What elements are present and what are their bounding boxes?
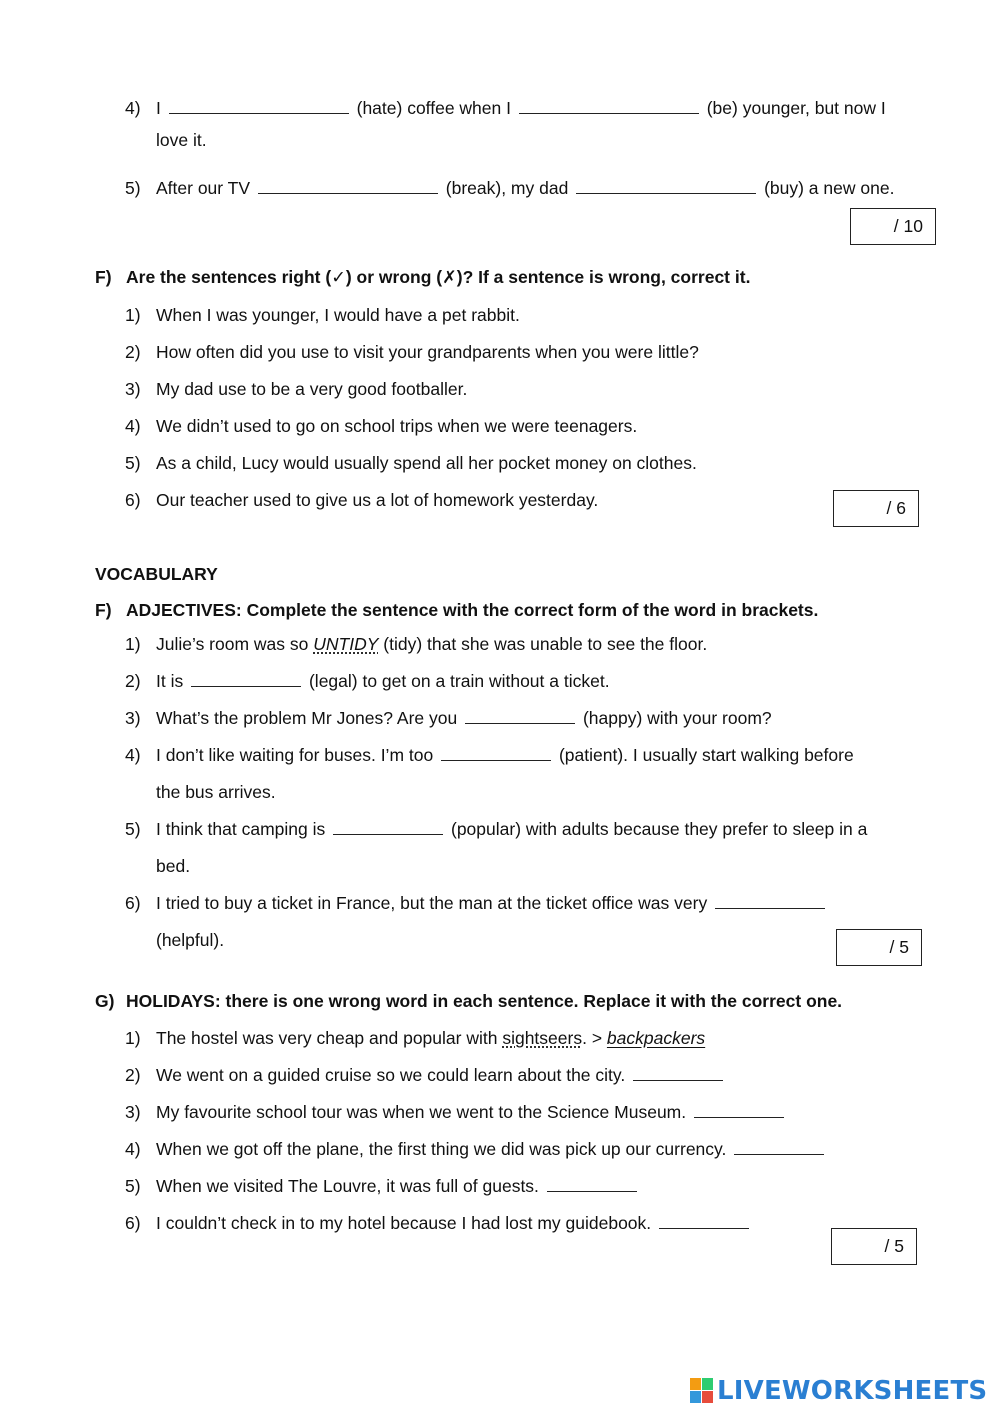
section-letter: G): [95, 991, 115, 1011]
answer-blank[interactable]: [547, 1176, 637, 1192]
sentence-continuation: love it.: [156, 130, 207, 150]
exercise-sentence: Julie’s room was so UNTIDY (tidy) that she was unable to see the floor.: [156, 634, 708, 654]
section-letter: F): [95, 267, 112, 287]
answer-blank[interactable]: [465, 708, 575, 724]
exercise-sentence: I think that camping is (popular) with adults because they prefer to sleep in a: [156, 819, 868, 839]
exercise-sentence: I couldn’t check in to my hotel because I had lost my guidebook.: [156, 1212, 752, 1234]
sentence-continuation: the bus arrives.: [156, 782, 276, 802]
item-number: 2): [125, 671, 141, 691]
answer-blank[interactable]: [191, 671, 301, 687]
answer-blank[interactable]: [659, 1213, 749, 1229]
sentence-continuation: bed.: [156, 856, 191, 876]
item-number: 1): [125, 1028, 141, 1048]
item-number: 6): [125, 490, 141, 510]
sentence-continuation: (helpful).: [156, 930, 225, 950]
item-number: 5): [125, 1176, 141, 1196]
item-number: 5): [125, 453, 141, 473]
section-letter: F): [95, 600, 112, 620]
item-number: 1): [125, 305, 141, 325]
exercise-sentence: After our TV (break), my dad (buy) a new one.: [156, 178, 895, 198]
exercise-sentence: What’s the problem Mr Jones? Are you (happy) with your room?: [156, 708, 772, 728]
liveworksheets-logo[interactable]: [690, 1374, 987, 1408]
exercise-sentence: We didn’t used to go on school trips when we were teenagers.: [156, 416, 638, 436]
item-number: 2): [125, 1065, 141, 1085]
vocabulary-heading: VOCABULARY: [95, 564, 218, 584]
answer-blank[interactable]: [519, 98, 699, 114]
item-number: 4): [125, 1139, 141, 1159]
exercise-sentence: The hostel was very cheap and popular with sightseers. > backpackers: [156, 1028, 706, 1048]
exercise-sentence: As a child, Lucy would usually spend all her pocket money on clothes.: [156, 453, 697, 473]
exercise-sentence: When we got off the plane, the first thing we did was pick up our currency.: [156, 1138, 827, 1160]
answer-blank[interactable]: [576, 178, 756, 194]
section-instruction: ADJECTIVES: Complete the sentence with the correct form of the word in brackets.: [126, 600, 819, 620]
item-number: 2): [125, 342, 141, 362]
section-instruction: HOLIDAYS: there is one wrong word in each sentence. Replace it with the correct one.: [126, 991, 843, 1011]
section-instruction: Are the sentences right (✓) or wrong (✗)? If a sentence is wrong, correct it.: [126, 267, 751, 287]
answer-blank[interactable]: [715, 893, 825, 909]
exercise-sentence: We went on a guided cruise so we could learn about the city.: [156, 1064, 726, 1086]
item-number: 5): [125, 819, 141, 839]
item-number: 3): [125, 1102, 141, 1122]
example-answer: backpackers: [606, 1028, 706, 1048]
logo-text: LIVEWORKSHEETS: [717, 1376, 988, 1406]
score-box: / 10: [850, 208, 936, 245]
exercise-sentence: When we visited The Louvre, it was full of guests.: [156, 1175, 640, 1197]
answer-blank[interactable]: [633, 1065, 723, 1081]
example-answer: UNTIDY: [313, 634, 379, 654]
item-number: 6): [125, 893, 141, 913]
answer-blank[interactable]: [169, 98, 349, 114]
exercise-sentence: It is (legal) to get on a train without a ticket.: [156, 671, 610, 691]
exercise-sentence: How often did you use to visit your grandparents when you were little?: [156, 342, 699, 362]
wrong-word: sightseers: [502, 1028, 583, 1048]
liveworksheets-logo-icon: [690, 1378, 714, 1404]
answer-blank[interactable]: [694, 1102, 784, 1118]
answer-blank[interactable]: [333, 819, 443, 835]
item-number: 4): [125, 98, 141, 118]
answer-blank[interactable]: [734, 1139, 824, 1155]
exercise-sentence: I (hate) coffee when I (be) younger, but now I: [156, 98, 886, 118]
item-number: 6): [125, 1213, 141, 1233]
item-number: 1): [125, 634, 141, 654]
item-number: 4): [125, 745, 141, 765]
item-number: 3): [125, 379, 141, 399]
score-box: / 5: [836, 929, 922, 966]
exercise-sentence: I tried to buy a ticket in France, but the man at the ticket office was very: [156, 892, 828, 914]
score-box: / 6: [833, 490, 919, 527]
exercise-sentence: I don’t like waiting for buses. I’m too (patient). I usually start walking before: [156, 745, 854, 765]
item-number: 5): [125, 178, 141, 198]
exercise-sentence: My dad use to be a very good footballer.: [156, 379, 468, 399]
score-box: / 5: [831, 1228, 917, 1265]
item-number: 3): [125, 708, 141, 728]
answer-blank[interactable]: [441, 745, 551, 761]
exercise-sentence: When I was younger, I would have a pet rabbit.: [156, 305, 520, 325]
exercise-sentence: My favourite school tour was when we went to the Science Museum.: [156, 1101, 787, 1123]
exercise-sentence: Our teacher used to give us a lot of homework yesterday.: [156, 490, 599, 510]
item-number: 4): [125, 416, 141, 436]
answer-blank[interactable]: [258, 178, 438, 194]
